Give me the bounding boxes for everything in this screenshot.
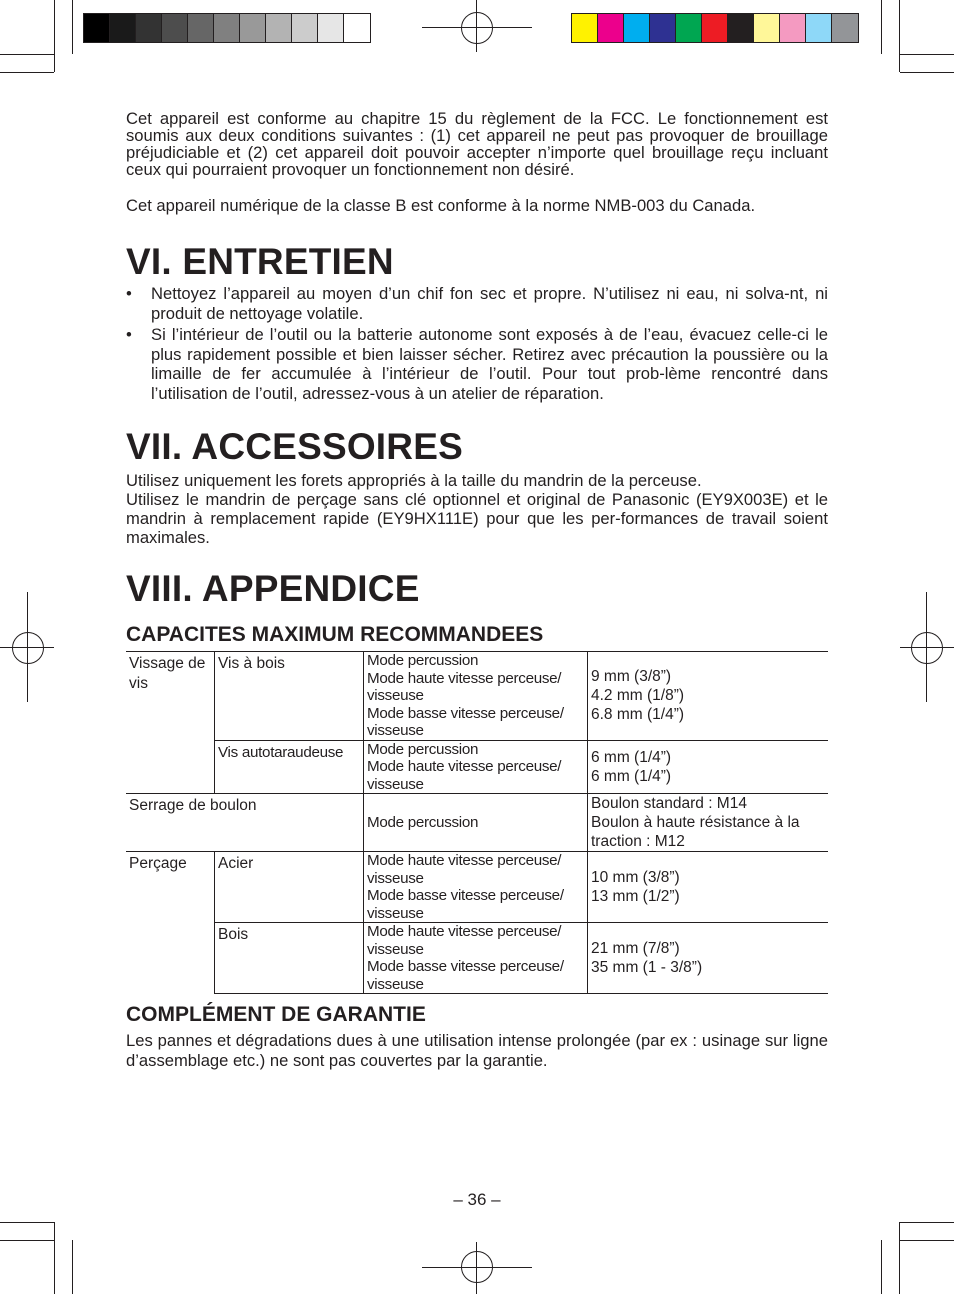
garantie-text: Les pannes et dégradations dues à une utilisation intense prolongée (par ex : usinage sur ligne d’assemblage etc.) ne sont pas couvertes par la garantie. <box>126 1031 828 1070</box>
color-swatch <box>832 14 858 42</box>
value-line: 6 mm (1/4”) <box>591 767 672 785</box>
crop-mark <box>54 0 55 72</box>
value-line: 13 mm (1/2”) <box>591 888 680 905</box>
value-line: 6.8 mm (1/4”) <box>591 706 685 724</box>
registration-circle <box>461 1251 493 1283</box>
canada-statement: Cet appareil numérique de la classe B est conforme à la norme NMB-003 du Canada. <box>126 196 756 215</box>
crop-mark <box>899 1222 900 1294</box>
value-line: 21 mm (7/8”) <box>591 940 680 957</box>
material-cell: Acier <box>215 852 364 923</box>
mode-cell <box>364 852 588 923</box>
color-swatch <box>162 14 188 42</box>
mode-line: Mode percussion <box>367 652 479 669</box>
capacites-heading: CAPACITES MAXIMUM RECOMMANDEES <box>126 623 544 646</box>
mode-line: Mode basse vitesse perceuse/ visseuse <box>367 704 564 739</box>
mode-line: Mode haute vitesse perceuse/ visseuse <box>367 852 562 887</box>
table-row <box>126 794 828 852</box>
page-number: – 36 – <box>453 1190 501 1209</box>
value-line: Boulon à haute résistance à la traction : M12 <box>591 814 800 850</box>
value-line: 9 mm (3/8”) <box>591 668 672 686</box>
category-cell: Perçage <box>126 852 215 994</box>
list-item: • Si l’intérieur de l’outil ou la batterie autonome sont exposés à de l’eau, évacuez celle-ci le plus rapidement possible et bien laisser sécher. Retirez avec précaution la poussière ou la limaille de fer accumulée à l’intérieur de l’outil. Pour tout prob-lème rencontré dans l’utilisation de l’outil, adressez-vous à un atelier de réparation. <box>126 325 828 403</box>
mode-line: Mode percussion <box>367 740 479 758</box>
registration-circle <box>911 632 943 664</box>
color-swatch <box>344 14 370 42</box>
crop-mark <box>900 1240 954 1241</box>
color-swatch <box>110 14 136 42</box>
table-row <box>126 852 828 923</box>
page-content <box>126 108 828 1071</box>
value-cell <box>588 923 829 994</box>
color-swatch <box>214 14 240 42</box>
accessoires-line-1: Utilisez uniquement les forets appropriés à la taille du mandrin de la perceuse. <box>126 471 702 490</box>
crop-mark <box>54 1222 55 1294</box>
value-cell <box>588 852 829 923</box>
value-line: Boulon standard : M14 <box>591 795 747 812</box>
section-title-accessoires: VII. ACCESSOIRES <box>126 426 463 467</box>
section-title-appendice: VIII. APPENDICE <box>126 568 420 609</box>
color-swatch <box>84 14 110 42</box>
mode-cell <box>364 740 588 794</box>
crop-mark <box>900 1222 954 1223</box>
color-swatch <box>624 14 650 42</box>
mode-cell: Mode percussion <box>364 794 588 852</box>
crop-mark <box>881 0 882 54</box>
color-swatch <box>188 14 214 42</box>
accessoires-line-2: Utilisez le mandrin de perçage sans clé optionnel et original de Panasonic (EY9X003E) et le mandrin à remplacement rapide (EY9HX111E) pour que les per-formances de travail soient maximales. <box>126 490 828 547</box>
color-swatch <box>292 14 318 42</box>
color-swatch <box>754 14 780 42</box>
material-cell: Bois <box>215 923 364 994</box>
garantie-heading: COMPLÉMENT DE GARANTIE <box>126 1003 426 1026</box>
color-swatch <box>598 14 624 42</box>
color-swatch <box>806 14 832 42</box>
color-swatch <box>136 14 162 42</box>
grayscale-color-bar <box>83 13 371 43</box>
category-cell: Serrage de boulon <box>126 794 364 852</box>
crop-mark <box>0 1240 54 1241</box>
value-line: 10 mm (3/8”) <box>591 869 680 886</box>
mode-line: Mode haute vitesse perceuse/ visseuse <box>367 923 562 958</box>
table-row <box>126 740 828 794</box>
crop-mark <box>900 54 954 55</box>
crop-mark <box>0 1222 54 1223</box>
process-color-bar <box>571 13 859 43</box>
material-cell: Vis à bois <box>215 652 364 741</box>
list-item: • Nettoyez l’appareil au moyen d’un chif fon sec et propre. N’utilisez ni eau, ni solva-nt, ni produit de nettoyage volatile. <box>126 284 828 323</box>
value-cell <box>588 652 829 741</box>
crop-mark <box>72 0 73 54</box>
color-swatch <box>702 14 728 42</box>
mode-cell <box>364 923 588 994</box>
table-row <box>126 652 828 741</box>
registration-circle <box>461 12 493 44</box>
value-line: 4.2 mm (1/8”) <box>591 687 685 705</box>
fcc-statement: Cet appareil est conforme au chapitre 15 du règlement de la FCC. Le fonctionnement est soumis aux deux conditions suivantes : (1) cet appareil ne peut pas provoquer de brouillage préjudiciable et (2) cet appareil doit pouvoir accepter n’importe quel brouillage reçu incluant ceux qui pourraient provoquer un fonctionnement non désiré. <box>126 109 828 179</box>
capacites-table <box>126 651 828 994</box>
entretien-list <box>126 284 828 403</box>
crop-mark <box>881 1240 882 1294</box>
crop-mark <box>0 54 54 55</box>
mode-cell <box>364 652 588 741</box>
color-swatch <box>266 14 292 42</box>
table-row <box>126 923 828 994</box>
registration-circle <box>12 632 44 664</box>
mode-line: Mode haute vitesse perceuse/ visseuse <box>367 669 562 704</box>
value-line: 35 mm (1 - 3/8”) <box>591 959 703 976</box>
color-swatch <box>728 14 754 42</box>
color-swatch <box>572 14 598 42</box>
mode-line: Mode basse vitesse perceuse/ visseuse <box>367 887 564 922</box>
value-line: 6 mm (1/4”) <box>591 748 672 766</box>
color-swatch <box>650 14 676 42</box>
crop-mark <box>72 1240 73 1294</box>
section-title-entretien: VI. ENTRETIEN <box>126 241 394 282</box>
color-swatch <box>318 14 344 42</box>
material-cell: Vis autotaraudeuse <box>215 740 364 794</box>
mode-line: Mode haute vitesse perceuse/ visseuse <box>367 758 562 793</box>
crop-mark <box>900 72 954 73</box>
color-swatch <box>780 14 806 42</box>
value-cell <box>588 740 829 794</box>
crop-mark <box>899 0 900 72</box>
value-cell <box>588 794 829 852</box>
color-swatch <box>676 14 702 42</box>
mode-line: Mode basse vitesse perceuse/ visseuse <box>367 958 564 993</box>
crop-mark <box>0 72 54 73</box>
color-swatch <box>240 14 266 42</box>
category-cell: Vissage de vis <box>126 652 215 794</box>
